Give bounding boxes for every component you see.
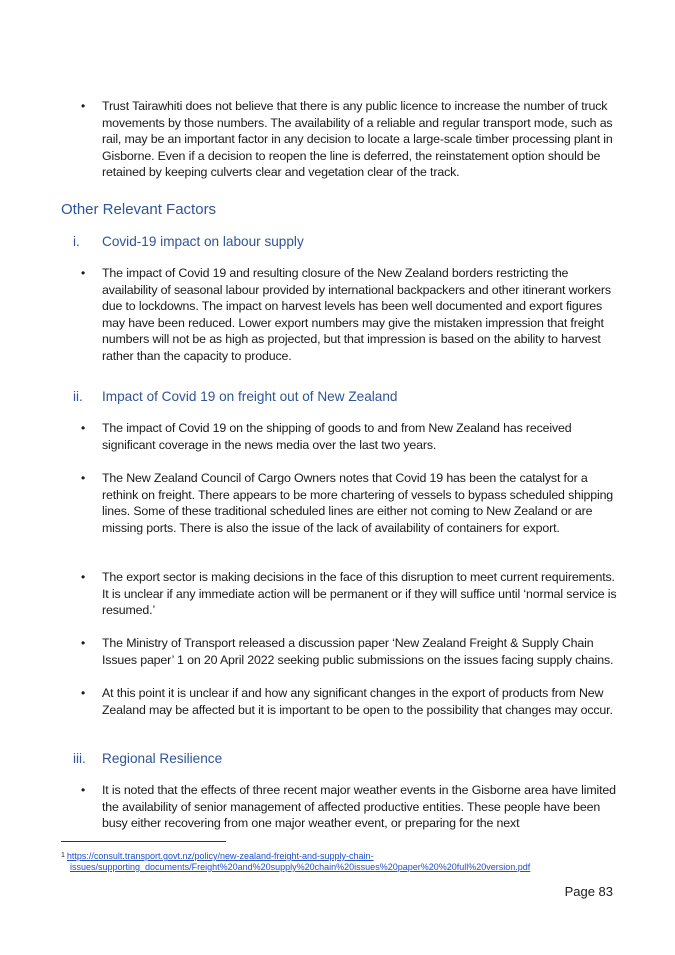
bullet-shipping-coverage: • The impact of Covid 19 on the shipping of goods to and from New Zealand has received significant coverage in the news media over the last two years. — [102, 420, 617, 453]
bullet-cargo-owners: • The New Zealand Council of Cargo Owners notes that Covid 19 has been the catalyst for a rethink on freight. There appears to be more chartering of vessels to bypass scheduled shipping lines. Some of these traditional scheduled lines are either not coming to New Zealand or are missing ports. There is also the issue of the lack of availability of containers for export. — [102, 470, 617, 536]
subsection-number-2: ii. — [73, 389, 83, 404]
bullet-weather-events: • It is noted that the effects of three recent major weather events in the Gisborne area have limited the availability of senior management of affected productive entities. These people have been busy either recovering from one major weather event, or preparing for the next — [102, 782, 617, 832]
subsection-heading-2: Impact of Covid 19 on freight out of New Zealand — [102, 389, 398, 404]
subsection-heading-1: Covid-19 impact on labour supply — [102, 234, 304, 249]
footnote-marker: 1 — [61, 852, 65, 859]
bullet-export-sector: • The export sector is making decisions in the face of this disruption to meet current requirements. It is unclear if any immediate action will be permanent or if they will suffice until ‘normal service is resumed.’ — [102, 569, 617, 619]
section-heading: Other Relevant Factors — [61, 201, 217, 218]
footnote-link-line1[interactable]: https://consult.transport.govt.nz/policy/new-zealand-freight-and-supply-chain- — [66, 851, 374, 861]
footnote — [61, 850, 621, 873]
bullet-possible-changes: • At this point it is unclear if and how any significant changes in the export of products from New Zealand may be affected but it is important to be open to the possibility that changes may occur. — [102, 685, 617, 718]
page-number: Page 83 — [564, 884, 613, 899]
subsection-number-1: i. — [73, 234, 80, 249]
bullet-labour-supply: • The impact of Covid 19 and resulting closure of the New Zealand borders restricting the availability of seasonal labour provided by international backpackers and other itinerant workers due to lockdowns. The impact on harvest levels has been well documented and export figures may have been reduced. Lower export numbers may give the mistaken impression that freight numbers will not be as high as projected, but that impression is based on the ability to harvest rather than the capacity to produce. — [102, 265, 617, 365]
bullet-ministry-paper: • The Ministry of Transport released a discussion paper ‘New Zealand Freight & Supply Chain Issues paper’ 1 on 20 April 2022 seeking public submissions on the issues facing supply chains. — [102, 635, 617, 668]
footnote-divider — [61, 841, 226, 842]
subsection-number-3: iii. — [73, 751, 86, 766]
bullet-rail-licence: • Trust Tairawhiti does not believe that there is any public licence to increase the number of truck movements by those numbers. The availability of a reliable and regular transport mode, such as rail, may be an important factor in any decision to locate a large-scale timber processing plant in Gisborne. Even if a decision to reopen the line is deferred, the reinstatement option should be retained by keeping culverts clear and vegetation clear of the track. — [102, 98, 617, 181]
subsection-heading-3: Regional Resilience — [102, 751, 223, 766]
footnote-link-line2[interactable]: issues/supporting_documents/Freight%20and%20supply%20chain%20issues%20paper%20%20full%20version.pdf — [70, 862, 531, 872]
